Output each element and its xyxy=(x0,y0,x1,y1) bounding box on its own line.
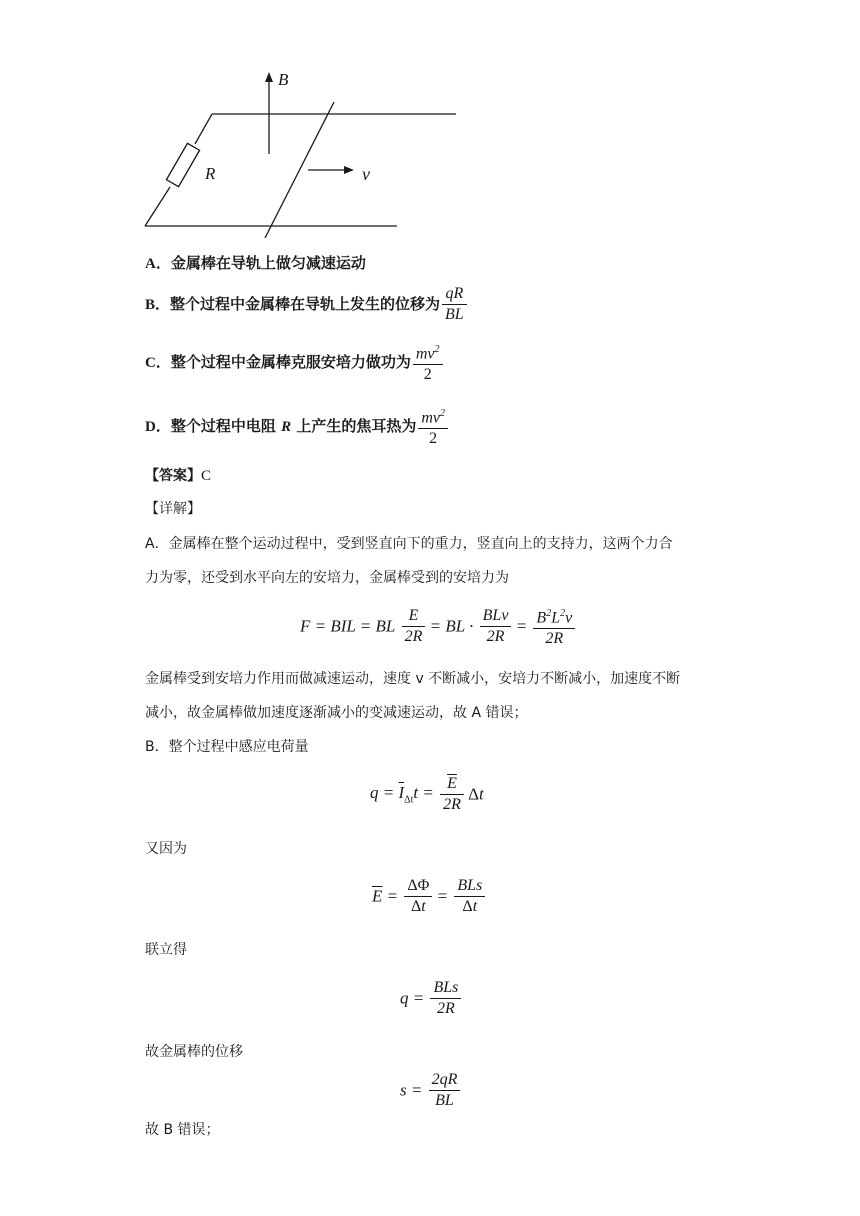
equation-emf: $\overline{E}$ = $\frac{\Delta\Phi}{\Delta t}$ = $\frac{\text{BLs}}{\Delta t}$ xyxy=(372,876,485,917)
equation-displacement: s = $\frac{2qR}{BL}$ xyxy=(400,1070,460,1111)
fraction-numerator: mv xyxy=(415,345,435,363)
option-a-text: 金属棒在导轨上做匀减速运动 xyxy=(170,254,366,272)
paragraph-b4: 故金属棒的位移 xyxy=(145,1044,243,1060)
option-a xyxy=(145,256,366,272)
resistor-label: R xyxy=(205,164,216,183)
option-d-text-post: 上产生的焦耳热为 xyxy=(291,417,417,436)
paragraph-a2: 力为零，还受到水平向左的安培力，金属棒受到的安培力为 xyxy=(145,570,509,586)
option-b-letter: B． xyxy=(145,297,171,313)
answer-label: 【答案】 xyxy=(145,468,201,484)
fraction-denominator: BL xyxy=(445,306,464,323)
left-connector-bottom xyxy=(145,187,170,226)
option-d-r: R xyxy=(281,419,292,436)
option-d xyxy=(145,404,448,449)
option-d-letter: D． xyxy=(145,419,171,436)
paragraph-b3: 联立得 xyxy=(145,942,187,958)
paragraph-b5: 故 B 错误； xyxy=(145,1122,220,1138)
fraction-exponent: 2 xyxy=(434,344,440,355)
fraction-numerator: qR xyxy=(442,284,467,305)
fraction-numerator: mv xyxy=(421,409,440,427)
equation-charge: $q = \overline{I}_{\Delta t}t$ = $\frac{\overline{E}}{2R}$ Δt xyxy=(370,775,484,813)
answer-line xyxy=(145,469,211,484)
option-b-text: 整个过程中金属棒在导轨上发生的位移为 xyxy=(170,295,441,313)
velocity-arrow-head xyxy=(344,166,354,174)
option-b xyxy=(145,284,467,325)
fraction-denominator: 2 xyxy=(423,366,432,384)
field-arrow-head xyxy=(265,72,273,82)
option-d-fraction xyxy=(418,404,448,449)
detail-label: 【详解】 xyxy=(145,501,201,517)
option-a-letter: A． xyxy=(145,256,171,272)
equation-force: F = BIL = BL $\frac{E}{2R}$ = BL · $\frac{\text{BLv}}{2R}$ = $\frac{B^2L^2v}{2R}$ xyxy=(300,604,575,649)
option-c-letter: C． xyxy=(145,355,171,372)
option-b-fraction xyxy=(442,284,467,325)
b-field-label: B xyxy=(278,70,289,89)
fraction-exponent: 2 xyxy=(439,408,445,419)
equation-combined: q = $\frac{\text{BLs}}{2R}$ xyxy=(400,978,461,1019)
paragraph-b1: B．整个过程中感应电荷量 xyxy=(145,739,309,755)
paragraph-b2: 又因为 xyxy=(145,841,187,857)
velocity-label: v xyxy=(362,164,370,184)
option-c xyxy=(145,340,443,385)
option-d-text-pre: 整个过程中电阻 xyxy=(170,417,282,436)
answer-value: C xyxy=(201,468,212,484)
paragraph-a1: A．金属棒在整个运动过程中，受到竖直向下的重力，竖直向上的支持力，这两个力合 xyxy=(145,536,673,552)
paragraph-a4: 减小，故金属棒做加速度逐渐减小的变减速运动，故 A 错误； xyxy=(145,705,528,721)
fraction-denominator: 2 xyxy=(429,430,438,448)
paragraph-a3: 金属棒受到安培力作用而做减速运动，速度 v 不断减小，安培力不断减小，加速度不断 xyxy=(145,671,681,687)
left-connector-top xyxy=(195,114,212,144)
resistor xyxy=(166,143,199,186)
circuit-diagram xyxy=(140,66,470,238)
option-c-fraction xyxy=(413,340,443,385)
option-c-text: 整个过程中金属棒克服安培力做功为 xyxy=(170,353,411,372)
